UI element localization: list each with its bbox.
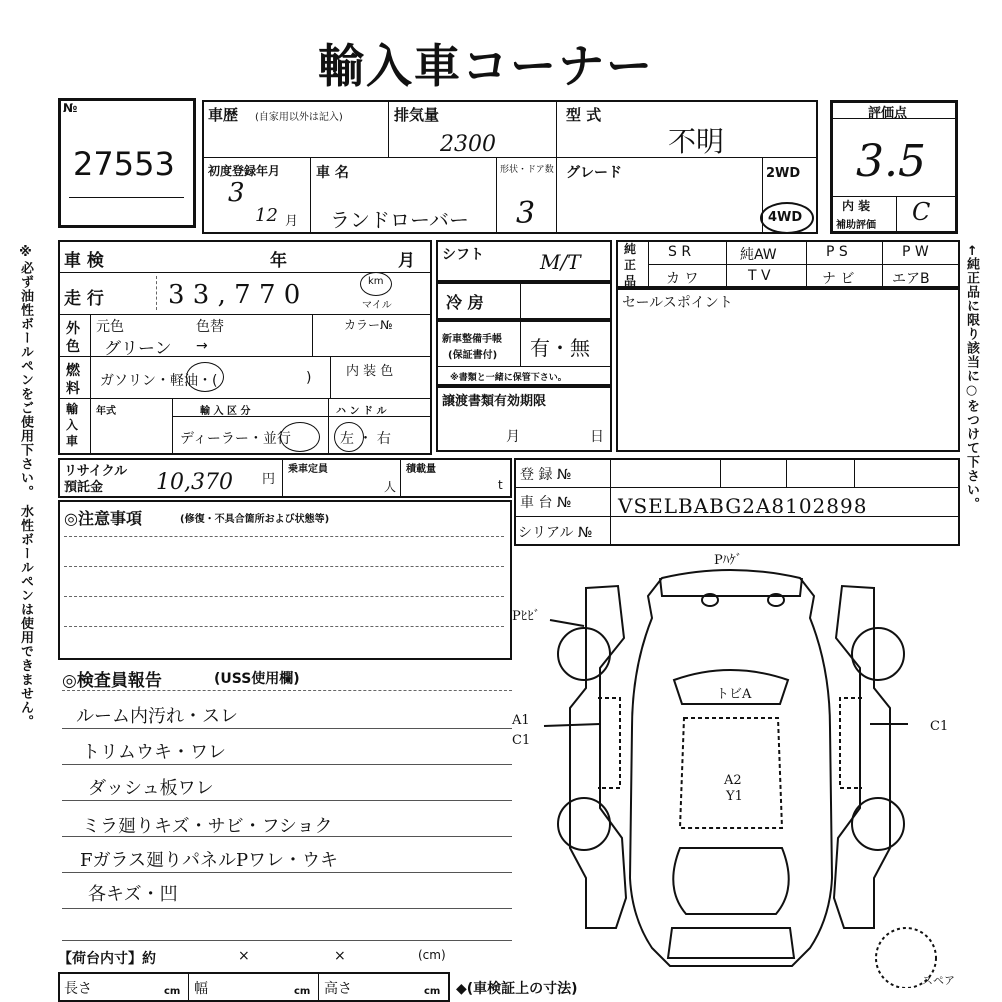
serial-label: シリアル № [518,525,593,541]
mark-rear: Pﾊｹﾞ [714,553,743,568]
mark-roof2: Y1 [726,789,743,804]
load-label: 積載量 [406,464,436,475]
dims-width-cm: cm [294,986,311,997]
mark-spare: スペア [922,974,955,987]
import-year: 年式 [96,406,116,417]
import-label1: 輸 [66,402,79,416]
lot-number: 27553 [73,145,175,183]
front-glass [673,848,788,914]
wheel-front-left [558,798,610,850]
chassis-value: VSELBABG2A8102898 [618,494,868,518]
equip-label1: 純 [624,242,637,256]
import-div-label: 輸 入 区 分 [200,406,251,417]
dims-note: ◆(車検証上の寸法) [456,981,578,997]
diesel-circle [186,362,224,392]
sales-point-box [616,288,960,452]
mark-left-mirror: Pﾋﾋﾞ [512,609,541,624]
import-label3: 車 [66,434,79,448]
exterior-orig: 元色 [96,319,124,335]
transfer-month: 月 [506,429,520,445]
dims-height: 高さ [324,981,352,997]
car-body-outline [630,570,832,966]
capacity-label: 乗車定員 [288,464,328,475]
history-label: 車歴 [208,106,239,124]
mileage-label: 走 行 [64,289,104,309]
model-type-label: 型 式 [566,106,602,124]
fuel-value: ガソリン・軽油・( [100,373,218,389]
equip-airbag: エアB [892,271,930,287]
page-title: 輸入車コーナー [318,39,654,93]
right-side-panel [834,586,890,928]
fuel-close: ) [306,370,312,386]
exterior-label2: 色 [66,339,80,355]
equip-tv: T V [748,268,771,284]
shift-label: シフト [442,247,484,263]
mark-roof1: A2 [724,773,742,788]
inspection-label: 車 検 [64,251,104,271]
cargo-cm: (cm) [418,948,446,962]
maint-label1: 新車整備手帳 [442,334,502,345]
equip-ps: P S [826,244,848,260]
mark-glass: トビA [716,687,752,702]
displacement-value: 2300 [440,132,496,157]
displacement-label: 排気量 [394,106,440,124]
first-reg-label: 初度登録年月 [208,164,281,178]
inspection-month: 月 [398,251,415,271]
equip-pw: P W [902,244,929,260]
ac-label: 冷 房 [446,293,484,312]
drive-2wd: 2WD [766,166,801,181]
recycle-value: 10,370 [156,470,233,495]
fuel-label2: 料 [66,381,80,397]
capacity-unit: 人 [384,480,397,494]
lot-number-box [58,98,196,228]
grade-label: グレード [566,165,622,181]
report-line-2: トリムウキ・ワレ [82,742,226,763]
interior-score-value: C [912,198,931,226]
equip-label2: 正 [624,258,637,272]
right-note: ←純正品に限り該当に○をつけて下さい。 [964,245,979,511]
equip-navi: ナ ビ [822,271,855,287]
km-circle [360,272,392,296]
drive-4wd: 4WD [768,210,803,225]
maint-value: 有・無 [530,336,590,360]
interior-score-label2: 補助評価 [836,220,876,231]
score-label: 評価点 [868,106,908,121]
dims-width: 幅 [194,981,208,997]
report-note: (USS使用欄) [214,671,300,687]
cargo-x2: × [334,948,346,964]
equip-label3: 品 [624,274,637,288]
registration-label: 登 録 № [520,467,572,483]
caution-note: (修復・不具合箇所および状態等) [180,514,330,525]
maint-note: ※書類と一緒に保管下さい。 [450,373,567,383]
mileage-km: km [368,276,384,287]
left-handle-circle [334,422,364,452]
left-note: ※必ず油性ボールペンをご使用下さい。 水性ボールペンは使用できません。 [18,245,33,729]
first-reg-year: 3 [228,178,245,208]
recycle-label1: リサイクル [64,464,128,479]
mileage-mile: マイル [362,300,392,311]
doors-label: 形状・ドア数 [500,165,554,175]
fuel-label1: 燃 [66,363,80,379]
mileage-value: 3 3 , 7 7 0 [168,280,301,310]
drive-circle [760,202,814,234]
interior-color-label: 内 装 色 [346,364,394,379]
report-line-5: Fガラス廻りパネルPワレ・ウキ [80,850,339,871]
recycle-unit: 円 [262,472,276,487]
report-line-4: ミラ廻りキズ・サビ・フショク [82,816,333,837]
exterior-label1: 外 [66,321,80,337]
dims-length: 長さ [64,981,92,997]
wheel-front-right [852,798,904,850]
first-reg-month: 12 [255,205,278,226]
transfer-day: 日 [590,429,604,445]
chassis-label: 車 台 № [520,495,572,511]
mark-a1: A1 [512,713,530,728]
sales-point-label: セールスポイント [622,295,733,311]
model-type-value: 不明 [668,125,725,158]
import-handle-value: 左 ・ 右 [340,431,391,447]
lot-prefix: № [63,101,78,115]
mark-c1: C1 [512,733,531,748]
dims-box [58,972,450,1002]
equip-sr: S R [668,244,692,260]
car-name-label: 車 名 [316,165,349,181]
history-note: (自家用以外は記入) [255,112,343,123]
doors-value: 3 [516,196,536,231]
dims-length-cm: cm [164,986,181,997]
rear-bumper [660,578,802,596]
report-line-3: ダッシュ板ワレ [88,778,214,799]
wheel-rear-right [852,628,904,680]
recycle-label2: 預託金 [64,480,104,495]
vehicle-damage-diagram [500,548,960,988]
transfer-label: 譲渡書類有効期限 [442,394,547,409]
maint-label2: (保証書付) [448,350,498,361]
exterior-change: 色替 [196,319,224,335]
equip-leather: カ ワ [666,271,699,287]
score-value: 3.5 [856,136,926,187]
exterior-color-no: カラー№ [344,318,393,332]
load-unit: t [498,478,503,492]
report-line-1: ルーム内汚れ・スレ [76,706,238,727]
left-side-panel [570,586,626,928]
inspection-year: 年 [270,251,287,271]
parallel-circle [280,422,320,452]
wheel-rear-left [558,628,610,680]
import-label2: 入 [66,418,79,432]
import-div-value: ディーラー・並行 [180,431,291,447]
first-reg-month-unit: 月 [285,214,299,229]
car-name-value: ランドローバー [330,208,469,232]
import-handle-label: ハ ン ド ル [336,406,387,417]
report-label: ◎検査員報告 [62,671,162,691]
interior-score-label1: 内 装 [842,199,871,213]
caution-label: ◎注意事項 [64,509,142,528]
dims-height-cm: cm [424,986,441,997]
exterior-arrow: → [196,338,208,354]
mark-right-c1: C1 [930,719,949,734]
report-line-6: 各キズ・凹 [88,884,178,905]
exterior-value: グリーン [104,339,172,359]
shift-value: M/T [540,250,581,274]
equip-aw: 純AW [740,247,777,263]
cargo-x1: × [238,948,250,964]
cargo-label: 【荷台内寸】約 [58,951,156,967]
